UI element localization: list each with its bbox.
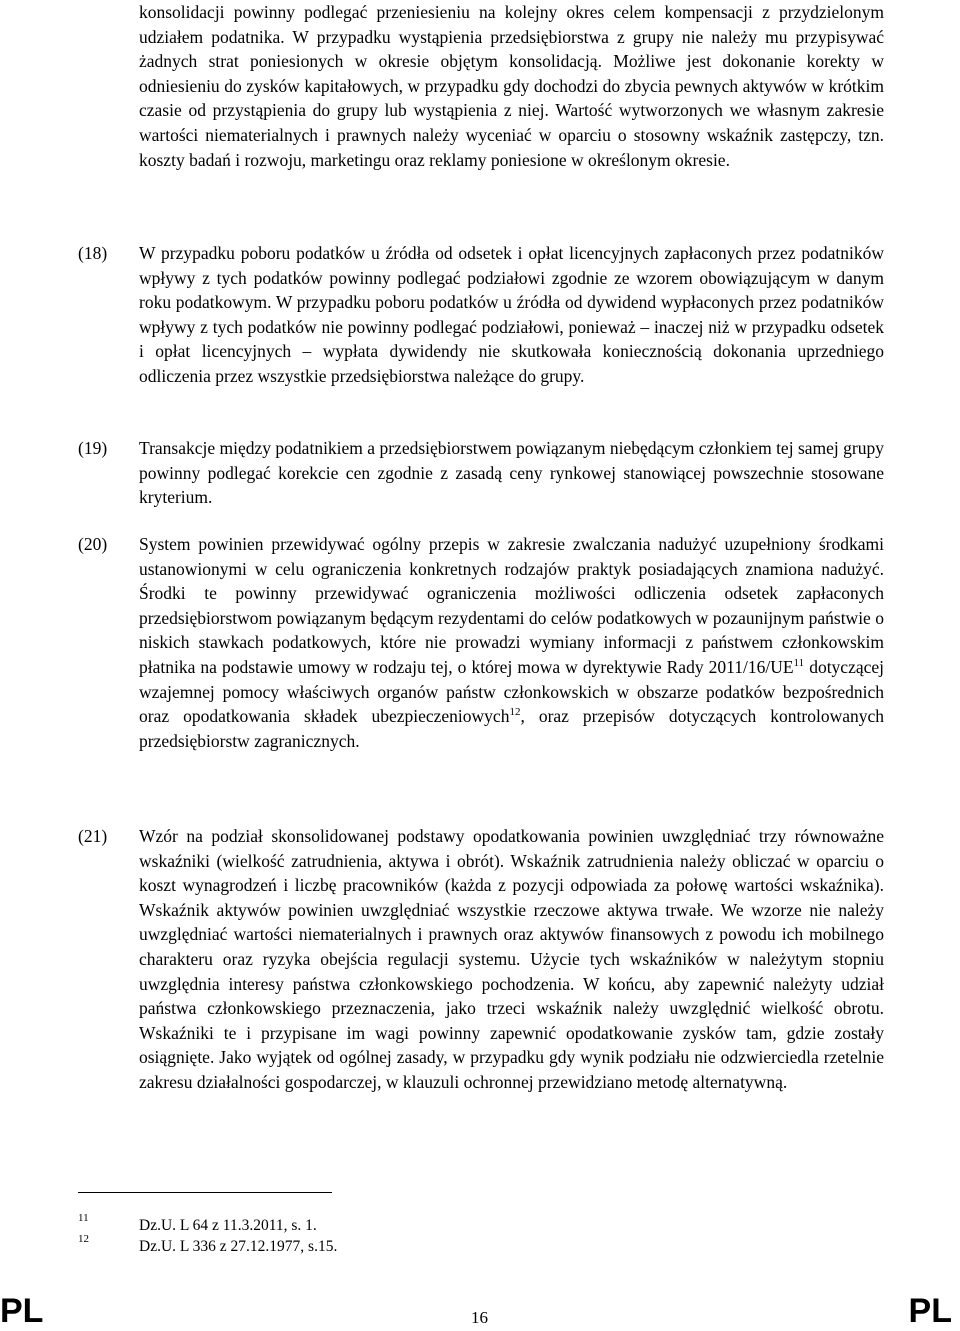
footnote-text: Dz.U. L 336 z 27.12.1977, s.15. xyxy=(139,1238,338,1255)
paragraph-text: Wzór na podział skonsolidowanej podstawy opodatkowania powinien uwzględniać trzy równoważne wskaźniki (wielkość zatrudnienia, aktywa i obrót). Wskaźnik zatrudnienia należy obliczać w oparciu o koszt wynagrodzeń i liczbę pracowników (każda z pozycji odpowiada za połowę wartości wskaźnika). Wskaźnik aktywów powinien uwzględniać wszystkie rzeczowe aktywa trwałe. We wzorze nie należy uwzględniać wartości niematerialnych i prawnych oraz aktywów finansowych z powodu ich mobilnego charakteru oraz ryzyka obejścia regulacji systemu. Użycie tych wskaźników w należytym stopniu uwzględnia interesy państwa członkowskiego pochodzenia. W końcu, aby zapewnić należyty udział państwa członkowskiego przeznaczenia, jako trzeci wskaźnik należy uwzględnić wielkość obrotu. Wskaźniki te i przypisane im wagi powinny zapewnić opodatkowanie zysków tam, gdzie zostały osiągnięte. Jako wyjątek od ogólnej zasady, w przypadku gdy wynik podziału nie odzwierciedla rzetelnie zakresu działalności gospodarczej, w klauzuli ochronnej przewidziano metodę alternatywną. xyxy=(139,826,884,1092)
footnote-text: Dz.U. L 64 z 11.3.2011, s. 1. xyxy=(139,1217,317,1234)
paragraph-text-part: , oraz przepisów dotyczących kontrolowanych przedsiębiorstw zagranicznych. xyxy=(139,706,885,751)
paragraph-number: (19) xyxy=(78,438,108,458)
paragraph-text xyxy=(139,532,884,753)
paragraph-number: (18) xyxy=(78,243,108,263)
footnote-number: 11 xyxy=(78,1212,89,1224)
footnote xyxy=(0,1233,960,1255)
paragraph-number: (20) xyxy=(78,534,108,554)
footnote-ref[interactable]: 11 xyxy=(793,657,805,670)
paragraph-text: Transakcje między podatnikiem a przedsiębiorstwem powiązanym niebędącym członkiem tej samej grupy powinny podlegać korekcie cen zgodnie z zasadą ceny rynkowej stanowiącej powszechnie stosowane kryterium. xyxy=(139,438,884,508)
paragraph-text: W przypadku poboru podatków u źródła od odsetek i opłat licencyjnych zapłaconych przez podatników wpływy z tych podatków powinny podlegać podziałowi zgodnie ze wzorem obowiązującym w danym roku podatkowym. W przypadku poboru podatków u źródła od dywidend wypłaconych przez podatników wpływy z tych podatków nie powinny podlegać podziałowi, ponieważ – inaczej niż w przypadku odsetek i opłat licencyjnych – wypłata dywidendy nie skutkowała koniecznością dokonania uprzedniego odliczenia przez wszystkie przedsiębiorstwa należące do grupy. xyxy=(139,243,884,386)
paragraph-text-part: dotyczącej wzajemnej pomocy właściwych organów państw członkowskich w obszarze podatków bezpośrednich oraz opodatkowania składek ubezpieczeniowych xyxy=(139,656,885,727)
footnote-separator xyxy=(78,1192,332,1193)
footnote-number: 12 xyxy=(78,1233,89,1245)
language-code-left: PL xyxy=(0,1292,44,1330)
footnote-ref[interactable]: 12 xyxy=(509,706,521,719)
language-code-right: PL xyxy=(908,1292,952,1330)
paragraph-text-part: System powinien przewidywać ogólny przepis w zakresie zwalczania nadużyć uzupełniony środkami ustanowionymi w celu ograniczenia konkretnych rodzajów praktyk posiadających znamiona nadużyć. Środki te powinny przewidywać ograniczenia możliwości odliczenia odsetek zapłaconych przedsiębiorstwom powiązanym będącym rezydentami do celów podatkowych w pozaunijnym państwie o niskich stawkach podatkowych, które nie prowadzi wymiany informacji z państwem członkowskim płatnika na podstawie umowy w rodzaju tej, o której mowa w dyrektywie Rady 2011/16/UE xyxy=(139,534,884,677)
page-number: 16 xyxy=(471,1308,488,1327)
footnote xyxy=(0,1212,960,1234)
paragraph-text: konsolidacji powinny podlegać przeniesieniu na kolejny okres celem kompensacji z przydzielonym udziałem podatnika. W przypadku wystąpienia przedsiębiorstwa z grupy nie należy mu przypisywać żadnych strat poniesionych w okresie objętym konsolidacją. Możliwe jest dokonanie korekty w odniesieniu do zysków kapitałowych, w przypadku gdy dochodzi do zbycia pewnych aktywów w krótkim czasie od przystąpienia do grupy lub wystąpienia z niej. Wartość wytworzonych we własnym zakresie wartości niematerialnych i prawnych należy wyceniać w oparciu o stosowny wskaźnik zastępczy, tzn. koszty badań i rozwoju, marketingu oraz reklamy poniesione w określonym okresie. xyxy=(139,2,884,170)
paragraph-number: (21) xyxy=(78,826,108,846)
